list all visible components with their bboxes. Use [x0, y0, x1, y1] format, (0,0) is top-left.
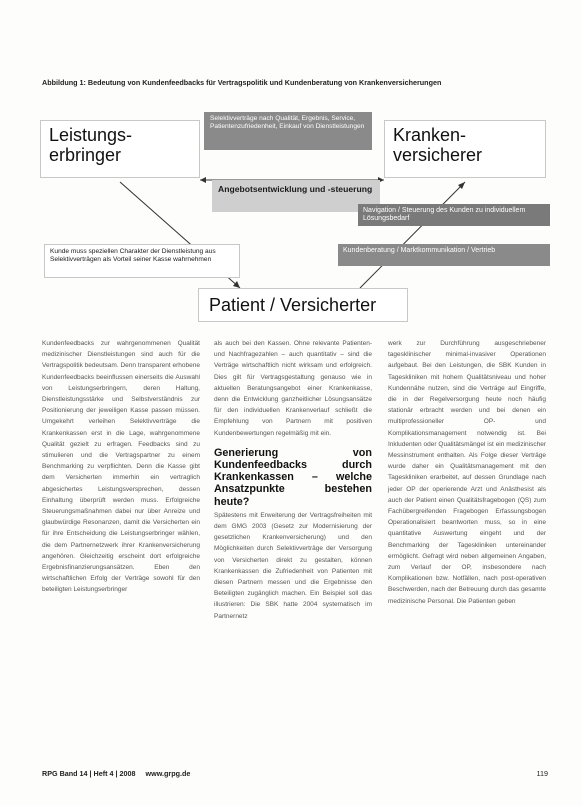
- krankenversicherer-box: [384, 120, 546, 178]
- column-1: [42, 338, 200, 596]
- page-number: 119: [536, 769, 548, 778]
- patient-box: [198, 288, 408, 322]
- leistungserbringer-line1: Leistungs-: [49, 125, 133, 145]
- paragraph: Kundenfeedbacks zur wahrgenommenen Qualität medizinischer Dienstleistungen sind auch für die Vertragspolitik bedeutsam. Denn transparent erhobene Kundenfeedbacks beeinflussen einerseits die Auswahl von Leistungserbringern, deren Haltung, Dienstleistungsstärke und Selbstverständnis zur Positionierung der jeweiligen Kasse passen müssen. Umgekehrt verleihen Selektivverträge die Krankenkassen erst in die Lage, wahrgenommene Qualität gezielt zu erfragen. Feedbacks sind zu stimulieren und die Vertragspartner zu einem Benchmarking zu verpflichten. Denn die Kasse gibt dem Versicherten immerhin ein vertraglich abgesichertes Leistungsversprechen, dessen Einhaltung überprüft werden muss. Erfolgreiche Steuerungsmaßnahmen dabei nur über Anreize und glaubwürdige Resonanzen, damit die Versicherten ein für ihre Entscheidung die Leistungserbringer wählen, die dem Partnernetzwerk ihrer Krankenversicherung angehören. Gleichzeitig erscheint dort erfolgreiche Ergebnisfinanzierungsansätzen. Eben den wirtschaftlichen Erfolg der Verträge sowohl für den beteiligten Leistungserbringer: [42, 340, 200, 594]
- selektivvertraege-box: Selektivverträge nach Qualität, Ergebnis, Service, Patientenzufriedenheit, Einkauf von Dienstleistungen: [204, 112, 372, 150]
- paragraph: Spätestens mit Erweiterung der Vertragsfreiheiten mit dem GMG 2003 (Gesetz zur Modernisierung der gesetzlichen Krankenversicherung) und den Möglichkeiten durch Selektivverträge der Versorgung von Versicherten direkt zu gestalten, können Krankenkassen die Zufriedenheit von Patienten mit diesen Partnern messen und die Ergebnisse den Beteiligten zugänglich machen. Ein Beispiel soll das illustrieren: Die SBK hatte 2004 systematisch im Partnernetz: [214, 511, 372, 620]
- body-text: [42, 338, 548, 738]
- journal-url[interactable]: www.grpg.de: [145, 769, 191, 778]
- section-heading: Generierung von Kundenfeedbacks durch Krankenkassen – welche Ansatzpunkte bestehen heute?: [214, 446, 372, 508]
- kunde-box: Kunde muss speziellen Charakter der Dienstleistung aus Selektivverträgen als Vorteil seiner Kasse wahrnehmen: [44, 244, 240, 278]
- krankenversicherer-line1: Kranken-: [393, 125, 467, 145]
- figure-caption: Abbildung 1: Bedeutung von Kundenfeedbacks für Vertragspolitik und Kundenberatung von Krankenversicherungen: [42, 78, 442, 87]
- paragraph: werk zur Durchführung ausgeschriebener tagesklinischer minimal-invasiver Operationen aufgebaut. Bei den Leistungen, die SBK Kunden in Tageskliniken mit hohem Qualitätsniveau und hoher Kundennähe nutzen, sind die Verträge auf Eingriffe, die in der Regelversorgung heute noch häufig stationär erbracht werden und bei denen ein multiprofessioneller OP- und Komplikationsmanagement notwendig ist. Bei Inkludenten oder Qualitätsmängel ist ein medizinischer Messinstrument enthalten. Als Folge dieser Verträge wurde daher ein Qualitätsmanagement mit den Tageskliniken erarbeitet, auf dessen Grundlage nach jeder OP der operierende Arzt und Anästhesist als auch der Patient einen Qualitätsfragebogen (QS) zum Fachübergreifenden Fragebogen Erfassungsbogen Operationalisiert beantworten muss, so in eine quantitative Auswertung eingeht und der Benchmarking der Tageskliniken untereinander ermöglicht. Gefragt wird neben allgemeinen Angaben, zum Verlauf der OP, insbesondere nach Komplikationen bzw. Notfällen, nach post-operativen Beschwerden, nach der Betreuung durch das gesamte medizinische Personal. Die Patienten geben: [388, 340, 546, 605]
- paragraph: als auch bei den Kassen. Ohne relevante Patienten- und Nachfragezahlen – auch quantitativ – sind die Verträge wirtschaftlich nicht wirksam und erfolgreich. Dies gilt für Vertragsgestaltung genauso wie in aktuellen Beratungsangebot einer Krankenkasse, denn die Entwicklung ganzheitlicher Lösungsansätze für den individuellen Krankenverlauf schließt die Empfehlung von Partnern mit positiven Kundenbewertungen regelmäßig mit ein.: [214, 340, 372, 437]
- kundenberatung-box: Kundenberatung / Marktkommunikation / Vertrieb: [338, 244, 550, 266]
- column-2: [214, 338, 372, 622]
- navigation-box: Navigation / Steuerung des Kunden zu individuellem Lösungsbedarf: [358, 204, 550, 226]
- angebotsentwicklung-box: Angebotsentwicklung und -steuerung: [212, 180, 380, 212]
- page-footer: [42, 769, 548, 778]
- figure-diagram: [40, 108, 552, 326]
- column-3: [388, 338, 546, 607]
- krankenversicherer-line2: versicherer: [393, 145, 483, 165]
- patient-label: Patient / Versicherter: [209, 295, 377, 315]
- leistungserbringer-box: [40, 120, 200, 178]
- journal-info: RPG Band 14 | Heft 4 | 2008: [42, 769, 136, 778]
- leistungserbringer-line2: erbringer: [49, 145, 122, 165]
